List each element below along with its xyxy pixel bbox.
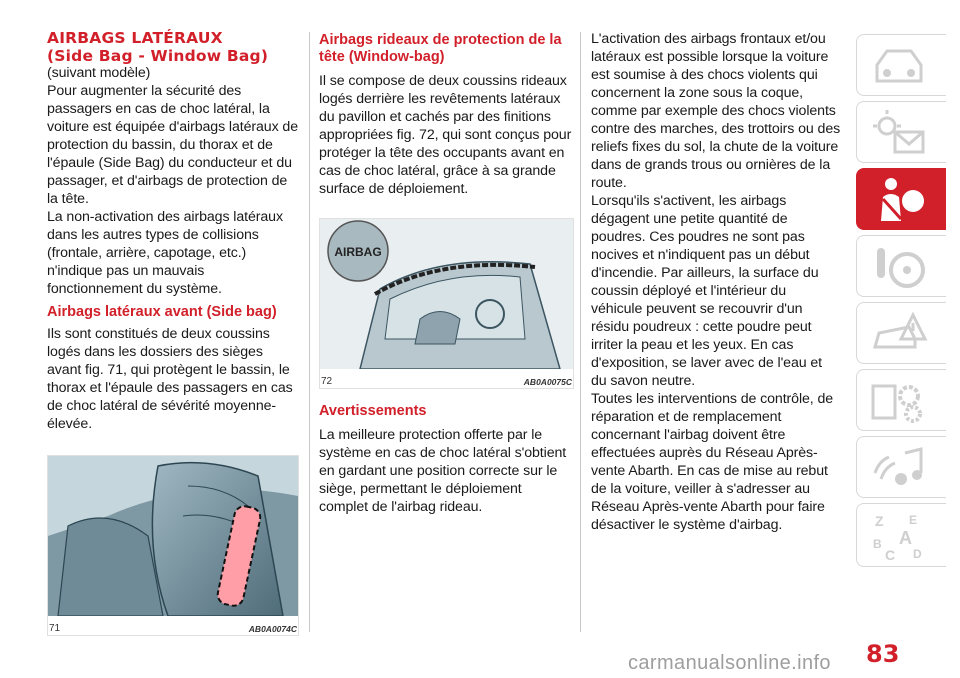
model-note: (suivant modèle) [47, 65, 151, 81]
subheading-window-bag: Airbags rideaux de protection de la tête (Window-bag) [319, 32, 562, 65]
car-dashboard-icon [869, 41, 929, 91]
watermark: carmanualsonline.info [628, 652, 831, 674]
index-letters-icon [869, 510, 929, 564]
maintenance-gears-icon [869, 376, 929, 426]
index-letter: E [909, 513, 918, 527]
section-title-line1: AIRBAGS LATÉRAUX [47, 29, 223, 47]
paragraph: Ils sont constitués de deux coussins logés dans les dossiers des sièges avant fig. 71, qui protègent le bassin, le thorax et l'épaule des passagers en cas de choc latéral de sévérité moyenne-élevée. [47, 326, 293, 432]
tab-dashboard[interactable] [856, 34, 946, 96]
figure-caption [48, 621, 298, 635]
paragraph: Pour augmenter la sécurité des passagers en cas de choc latéral, la voiture est équipée d'airbags latéraux de protection du bassin, du thorax et de l'épaule (Side Bag) du conducteur et du passager, et d'airbags de protection de la tête. [47, 83, 298, 207]
tab-emergency[interactable] [856, 302, 946, 364]
tab-index[interactable] [856, 503, 946, 567]
seat-airbag-illustration [48, 456, 298, 616]
key-steering-wheel-icon [869, 242, 929, 292]
figure-code: AB0A0075C [523, 377, 572, 387]
index-letter: A [899, 528, 912, 548]
paragraph: Toutes les interventions de contrôle, de réparation et de remplacement concernant l'airbag doivent être effectuées auprès du Réseau Après-vente Abarth. En cas de mise au rebut de la voiture, veiller à s'adresser au Réseau Après-vente Abarth pour faire désactiver le système d'airbag. [591, 391, 834, 533]
airbag-label: AIRBAG [334, 245, 382, 259]
figure-number: 72 [321, 376, 333, 387]
figure-code: AB0A0074C [248, 624, 297, 634]
tab-starting-driving[interactable] [856, 235, 946, 297]
paragraph: Lorsqu'ils s'activent, les airbags dégagent une petite quantité de poudres. Ces poudres ne sont pas nocives et n'indiquent pas un début d'incendie. Par ailleurs, la surface du coussin déployé et l'intérieur du véhicule peuvent se recouvrir d'un résidu poudreux : cette poudre peut irriter la peau et les yeux. En cas d'exposition, se laver avec de l'eau et du savon neutre. [591, 193, 823, 389]
tab-multimedia[interactable] [856, 436, 946, 498]
figure-number: 71 [49, 623, 61, 634]
tab-maintenance[interactable] [856, 369, 946, 431]
figure-72 [319, 218, 574, 389]
index-letter: D [913, 547, 922, 561]
figure-71 [47, 455, 299, 636]
column-3 [591, 30, 841, 534]
car-emergency-icon [869, 309, 929, 359]
column-1 [47, 28, 299, 636]
paragraph: Il se compose de deux coussins rideaux logés derrière les revêtements latéraux du pavillon et cachés par des finitions appropriées fig. 72, qui sont conçus pour protéger la tête des occupants avant en cas de choc latéral, grâce à sa grande surface de déploiement. [319, 73, 572, 197]
column-2 [319, 32, 574, 516]
paragraph: La non-activation des airbags latéraux dans les autres types de collisions (frontale, arrière, capotage, etc.) n'indique pas un mauvais fonctionnement du système. [47, 209, 283, 297]
column-divider [309, 32, 310, 632]
multimedia-icon [869, 443, 929, 493]
subheading-warnings: Avertissements [319, 403, 427, 419]
paragraph: La meilleure protection offerte par le système en cas de choc latéral s'obtient en gardant une position correcte sur le siège, permettant le déploiement complet de l'airbag rideau. [319, 427, 567, 515]
page-number: 83 [866, 640, 900, 668]
warning-lights-icon [869, 108, 929, 158]
section-title-line2: (Side Bag - Window Bag) [47, 47, 269, 65]
index-letter: C [885, 547, 896, 563]
tab-warning-lights[interactable] [856, 101, 946, 163]
index-letter: Z [875, 513, 884, 529]
tab-safety[interactable] [856, 168, 946, 230]
paragraph: L'activation des airbags frontaux et/ou latéraux est possible lorsque la voiture est soumise à des chocs violents qui concernent la zone sous la coque, comme par exemple des chocs violents contre des marches, des trottoirs ou des reliefs fixes du sol, la chute de la voiture dans de grands trous ou ornières de la route. [591, 31, 841, 191]
window-airbag-illustration [320, 219, 573, 369]
index-letter: B [873, 537, 882, 551]
subheading-side-bag: Airbags latéraux avant (Side bag) [47, 304, 277, 320]
seatbelt-airbag-icon [869, 175, 929, 225]
figure-caption [320, 374, 573, 388]
column-divider [580, 32, 581, 632]
